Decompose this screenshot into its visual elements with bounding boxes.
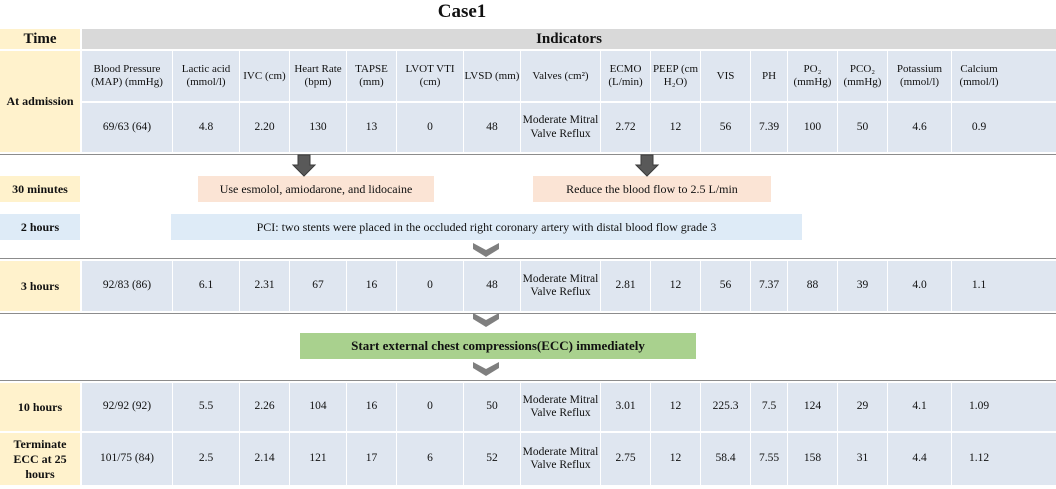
table-cell: 5.5	[172, 383, 239, 431]
table-cell: 92/83 (86)	[102, 279, 152, 292]
table-cell: 16	[346, 261, 396, 311]
treatment-note-blood-flow: Reduce the blood flow to 2.5 L/min	[533, 176, 771, 202]
row-label-10-hours: 10 hours	[0, 383, 80, 431]
treatment-note-pci: PCI: two stents were placed in the occluded right coronary artery with distal blood flow grade 3	[171, 214, 802, 240]
table-cell: 0	[396, 383, 463, 431]
table-cell: 2.75	[600, 433, 650, 485]
column-header: LVOT VTI (cm)	[396, 51, 463, 101]
data-row-3-hours	[82, 261, 1056, 311]
table-cell: 100	[787, 103, 837, 152]
table-cell: 69/63 (64)	[102, 120, 152, 133]
table-cell: 88	[787, 261, 837, 311]
divider	[0, 380, 1056, 381]
table-cell: 48	[463, 261, 520, 311]
table-cell: 2.81	[600, 261, 650, 311]
column-header: Blood Pressure (MAP) (mmHg)	[91, 63, 163, 88]
table-cell: 4.4	[887, 433, 951, 485]
table-cell: 101/75 (84)	[100, 452, 154, 465]
table-cell: 7.5	[750, 383, 787, 431]
treatment-note-drugs: Use esmolol, amiodarone, and lidocaine	[198, 176, 434, 202]
table-cell: 124	[787, 383, 837, 431]
table-cell: 29	[837, 383, 887, 431]
table-cell: 2.31	[239, 261, 289, 311]
table-cell: 16	[346, 383, 396, 431]
chevron-down-icon	[473, 362, 499, 376]
row-label-30-minutes: 30 minutes	[0, 176, 80, 202]
chevron-down-icon	[473, 313, 499, 327]
table-cell: 2.5	[172, 433, 239, 485]
table-cell: 12	[650, 261, 700, 311]
column-header: Heart Rate (bpm)	[289, 51, 346, 101]
column-header: Calcium (mmol/l)	[951, 51, 1006, 101]
table-cell: 225.3	[700, 383, 750, 431]
table-cell: 0	[396, 261, 463, 311]
table-cell: 2.72	[600, 103, 650, 152]
table-cell: 121	[289, 433, 346, 485]
table-cell: 39	[837, 261, 887, 311]
table-cell: 58.4	[700, 433, 750, 485]
table-cell: 7.37	[750, 261, 787, 311]
table-cell: 56	[700, 261, 750, 311]
column-header: PO₂ (mmHg)	[787, 51, 837, 101]
column-header: LVSD (mm)	[463, 51, 520, 101]
data-row-10-hours	[82, 383, 1056, 431]
row-label-25-hours: Terminate ECC at 25 hours	[0, 433, 80, 485]
column-header: Valves (cm²)	[520, 51, 600, 101]
down-arrow-icon	[636, 155, 658, 176]
table-cell: Moderate Mitral Valve Reflux	[520, 383, 600, 431]
column-header: ECMO (L/min)	[600, 51, 650, 101]
table-cell: 1.12	[951, 433, 1006, 485]
table-cell: 4.8	[172, 103, 239, 152]
table-cell: 12	[650, 433, 700, 485]
column-header: IVC (cm)	[239, 51, 289, 101]
column-header: VIS	[700, 51, 750, 101]
table-cell: 52	[463, 433, 520, 485]
table-cell: 1.1	[951, 261, 1006, 311]
divider	[0, 154, 1056, 155]
table-cell: 2.20	[239, 103, 289, 152]
down-arrow-icon	[293, 155, 315, 176]
table-cell: 6.1	[172, 261, 239, 311]
indicators-header: Indicators	[82, 29, 1056, 49]
time-header: Time	[0, 29, 80, 49]
table-cell: 12	[650, 383, 700, 431]
table-cell: 158	[787, 433, 837, 485]
table-cell: 48	[463, 103, 520, 152]
table-cell: 50	[837, 103, 887, 152]
table-cell: 13	[346, 103, 396, 152]
column-header: Lactic acid (mmol/l)	[172, 51, 239, 101]
table-cell: 2.26	[239, 383, 289, 431]
table-cell: 1.09	[951, 383, 1006, 431]
column-header: PCO₂ (mmHg)	[837, 51, 887, 101]
table-cell: 6	[396, 433, 463, 485]
column-header: Potassium (mmol/l)	[887, 51, 951, 101]
table-cell: 92/92 (92)	[102, 400, 152, 413]
figure-title: Case1	[437, 1, 487, 22]
divider	[0, 258, 1056, 259]
row-label-admission: At admission	[0, 51, 80, 152]
table-cell: 130	[289, 103, 346, 152]
divider	[0, 313, 1056, 314]
table-cell: 56	[700, 103, 750, 152]
column-header-row	[82, 51, 1056, 101]
table-cell: 7.39	[750, 103, 787, 152]
table-cell: 2.14	[239, 433, 289, 485]
table-cell: 17	[346, 433, 396, 485]
row-label-3-hours: 3 hours	[0, 261, 80, 311]
table-cell: 0.9	[951, 103, 1006, 152]
table-cell: 3.01	[600, 383, 650, 431]
chevron-down-icon	[473, 243, 499, 257]
table-cell: 31	[837, 433, 887, 485]
data-row-25-hours	[82, 433, 1056, 485]
column-header: TAPSE (mm)	[346, 51, 396, 101]
table-cell: 0	[396, 103, 463, 152]
table-cell: 104	[289, 383, 346, 431]
column-header: PEEP (cm H₂O)	[650, 51, 700, 101]
table-cell: 4.0	[887, 261, 951, 311]
table-cell: 67	[289, 261, 346, 311]
ecc-start-note: Start external chest compressions(ECC) immediately	[300, 333, 696, 359]
column-header: PH	[750, 51, 787, 101]
table-cell: 50	[463, 383, 520, 431]
table-cell: Moderate Mitral Valve Reflux	[520, 433, 600, 485]
data-row-admission	[82, 103, 1056, 152]
table-cell: 4.6	[887, 103, 951, 152]
table-cell: 12	[650, 103, 700, 152]
table-cell: 7.55	[750, 433, 787, 485]
table-cell: Moderate Mitral Valve Reflux	[520, 261, 600, 311]
table-cell: Moderate Mitral Valve Reflux	[520, 103, 600, 152]
table-cell: 4.1	[887, 383, 951, 431]
row-label-2-hours: 2 hours	[0, 214, 80, 240]
